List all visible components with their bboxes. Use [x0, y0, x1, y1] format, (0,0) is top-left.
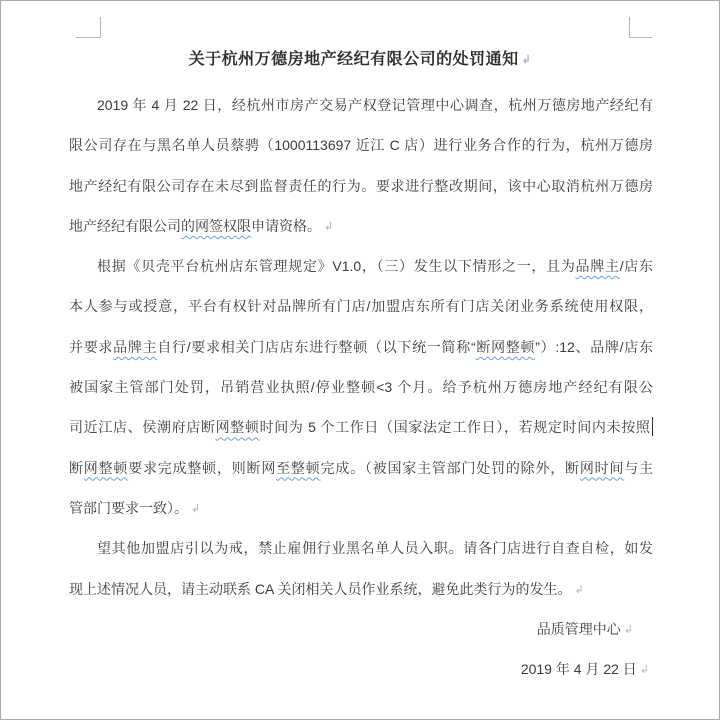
text-segment: 限公司存在与黑名单人员蔡骋（1000113697 近江 C 店）进行业务合作的行为，杭州万德房: [69, 137, 653, 154]
text-segment: 现上述情况人员，请主动联系 CA 关闭相关人员作业系统，避免此类行为的发生。: [69, 580, 572, 597]
text-segment: 并要求: [69, 338, 114, 355]
text-segment: 望其他加盟店引以为戒，禁止雇佣行业黑名单人员入职。请各门店进行自查自检，如发: [97, 540, 653, 557]
para2-line3: [69, 327, 653, 367]
text-cursor: [652, 417, 654, 436]
grammar-check-text: 网整顿: [83, 459, 129, 476]
text-segment: 管部门要求一致）。: [69, 499, 188, 516]
margin-crop-mark-left: [76, 17, 101, 38]
grammar-check-text: 网整顿: [215, 419, 260, 436]
para2-line5: [69, 407, 653, 447]
paragraph-mark: ↲: [324, 220, 334, 233]
paragraph-mark: ↲: [623, 623, 633, 636]
text-segment: /店东: [619, 258, 653, 275]
para3-line1: [69, 528, 653, 568]
margin-crop-mark-right: [629, 17, 652, 38]
text-segment: 地产经纪有限公司: [69, 217, 181, 234]
text-segment: 地产经纪有限公司存在未尽到监督责任的行为。要求进行整改期间，该中心取消杭州万德房: [69, 177, 653, 194]
text-segment: 司近江店、侯潮府店断: [69, 419, 216, 436]
para1-line2: [69, 125, 653, 165]
text-segment: 本人参与或授意，平台有权针对品牌所有门店/加盟店东所有门店关闭业务系统使用权限，: [69, 298, 653, 315]
signature-line: [69, 609, 653, 649]
text-segment: 被国家主管部门处罚，吊销营业执照/停业整顿<3 个月。给予杭州万德房地产经纪有限公: [69, 379, 653, 396]
grammar-check-text: 网时间: [579, 459, 625, 476]
para2-line1: [69, 246, 653, 286]
grammar-check-text: 品牌主: [575, 258, 620, 275]
date-line: [69, 649, 653, 689]
grammar-check-text: 断网整顿: [475, 338, 536, 355]
grammar-check-text: 品牌主: [113, 338, 158, 355]
para1-line1: [69, 85, 653, 125]
text-segment: 申请资格。: [251, 217, 321, 234]
paragraph-mark: ↲: [639, 664, 649, 677]
grammar-check-text: 至整顿: [276, 459, 321, 476]
document-body: [69, 85, 653, 689]
para2-line4: [69, 367, 653, 407]
text-segment: 时间为 5 个工作日（国家法定工作日），若规定时间内未按照: [259, 419, 651, 436]
grammar-check-text: 的网签权限: [181, 217, 251, 234]
document-title-text: 关于杭州万德房地产经纪有限公司的处罚通知: [188, 51, 519, 68]
text-segment: 2019 年 4 月 22 日: [520, 661, 637, 678]
para1-line3: [69, 166, 653, 206]
paragraph-mark: ↲: [521, 54, 532, 66]
text-segment: 要求完成整顿，则断网: [128, 459, 277, 476]
para3-line2: [69, 569, 653, 609]
text-segment: 与主: [624, 459, 654, 476]
para2-line6: [69, 448, 653, 488]
text-segment: 品质管理中心: [536, 620, 621, 637]
para1-line4: [69, 206, 653, 246]
para2-line7: [69, 488, 653, 528]
para2-line2: [69, 286, 653, 326]
text-segment: 自行/要求相关门店店东进行整顿（以下统一简称“: [157, 338, 476, 355]
text-segment: 根据《贝壳平台杭州店东管理规定》V1.0，（三）发生以下情形之一，且为: [97, 258, 576, 275]
text-segment: 断: [69, 459, 84, 476]
text-segment: ”）:12、品牌/店东: [535, 338, 654, 355]
paragraph-mark: ↲: [191, 502, 201, 515]
paragraph-mark: ↲: [574, 583, 584, 596]
text-segment: 完成。（被国家主管部门处罚的除外，断: [320, 459, 580, 476]
document-title: [1, 47, 719, 73]
text-segment: 2019 年 4 月 22 日，经杭州市房产交易产权登记管理中心调查，杭州万德房地产经纪有: [97, 97, 653, 113]
